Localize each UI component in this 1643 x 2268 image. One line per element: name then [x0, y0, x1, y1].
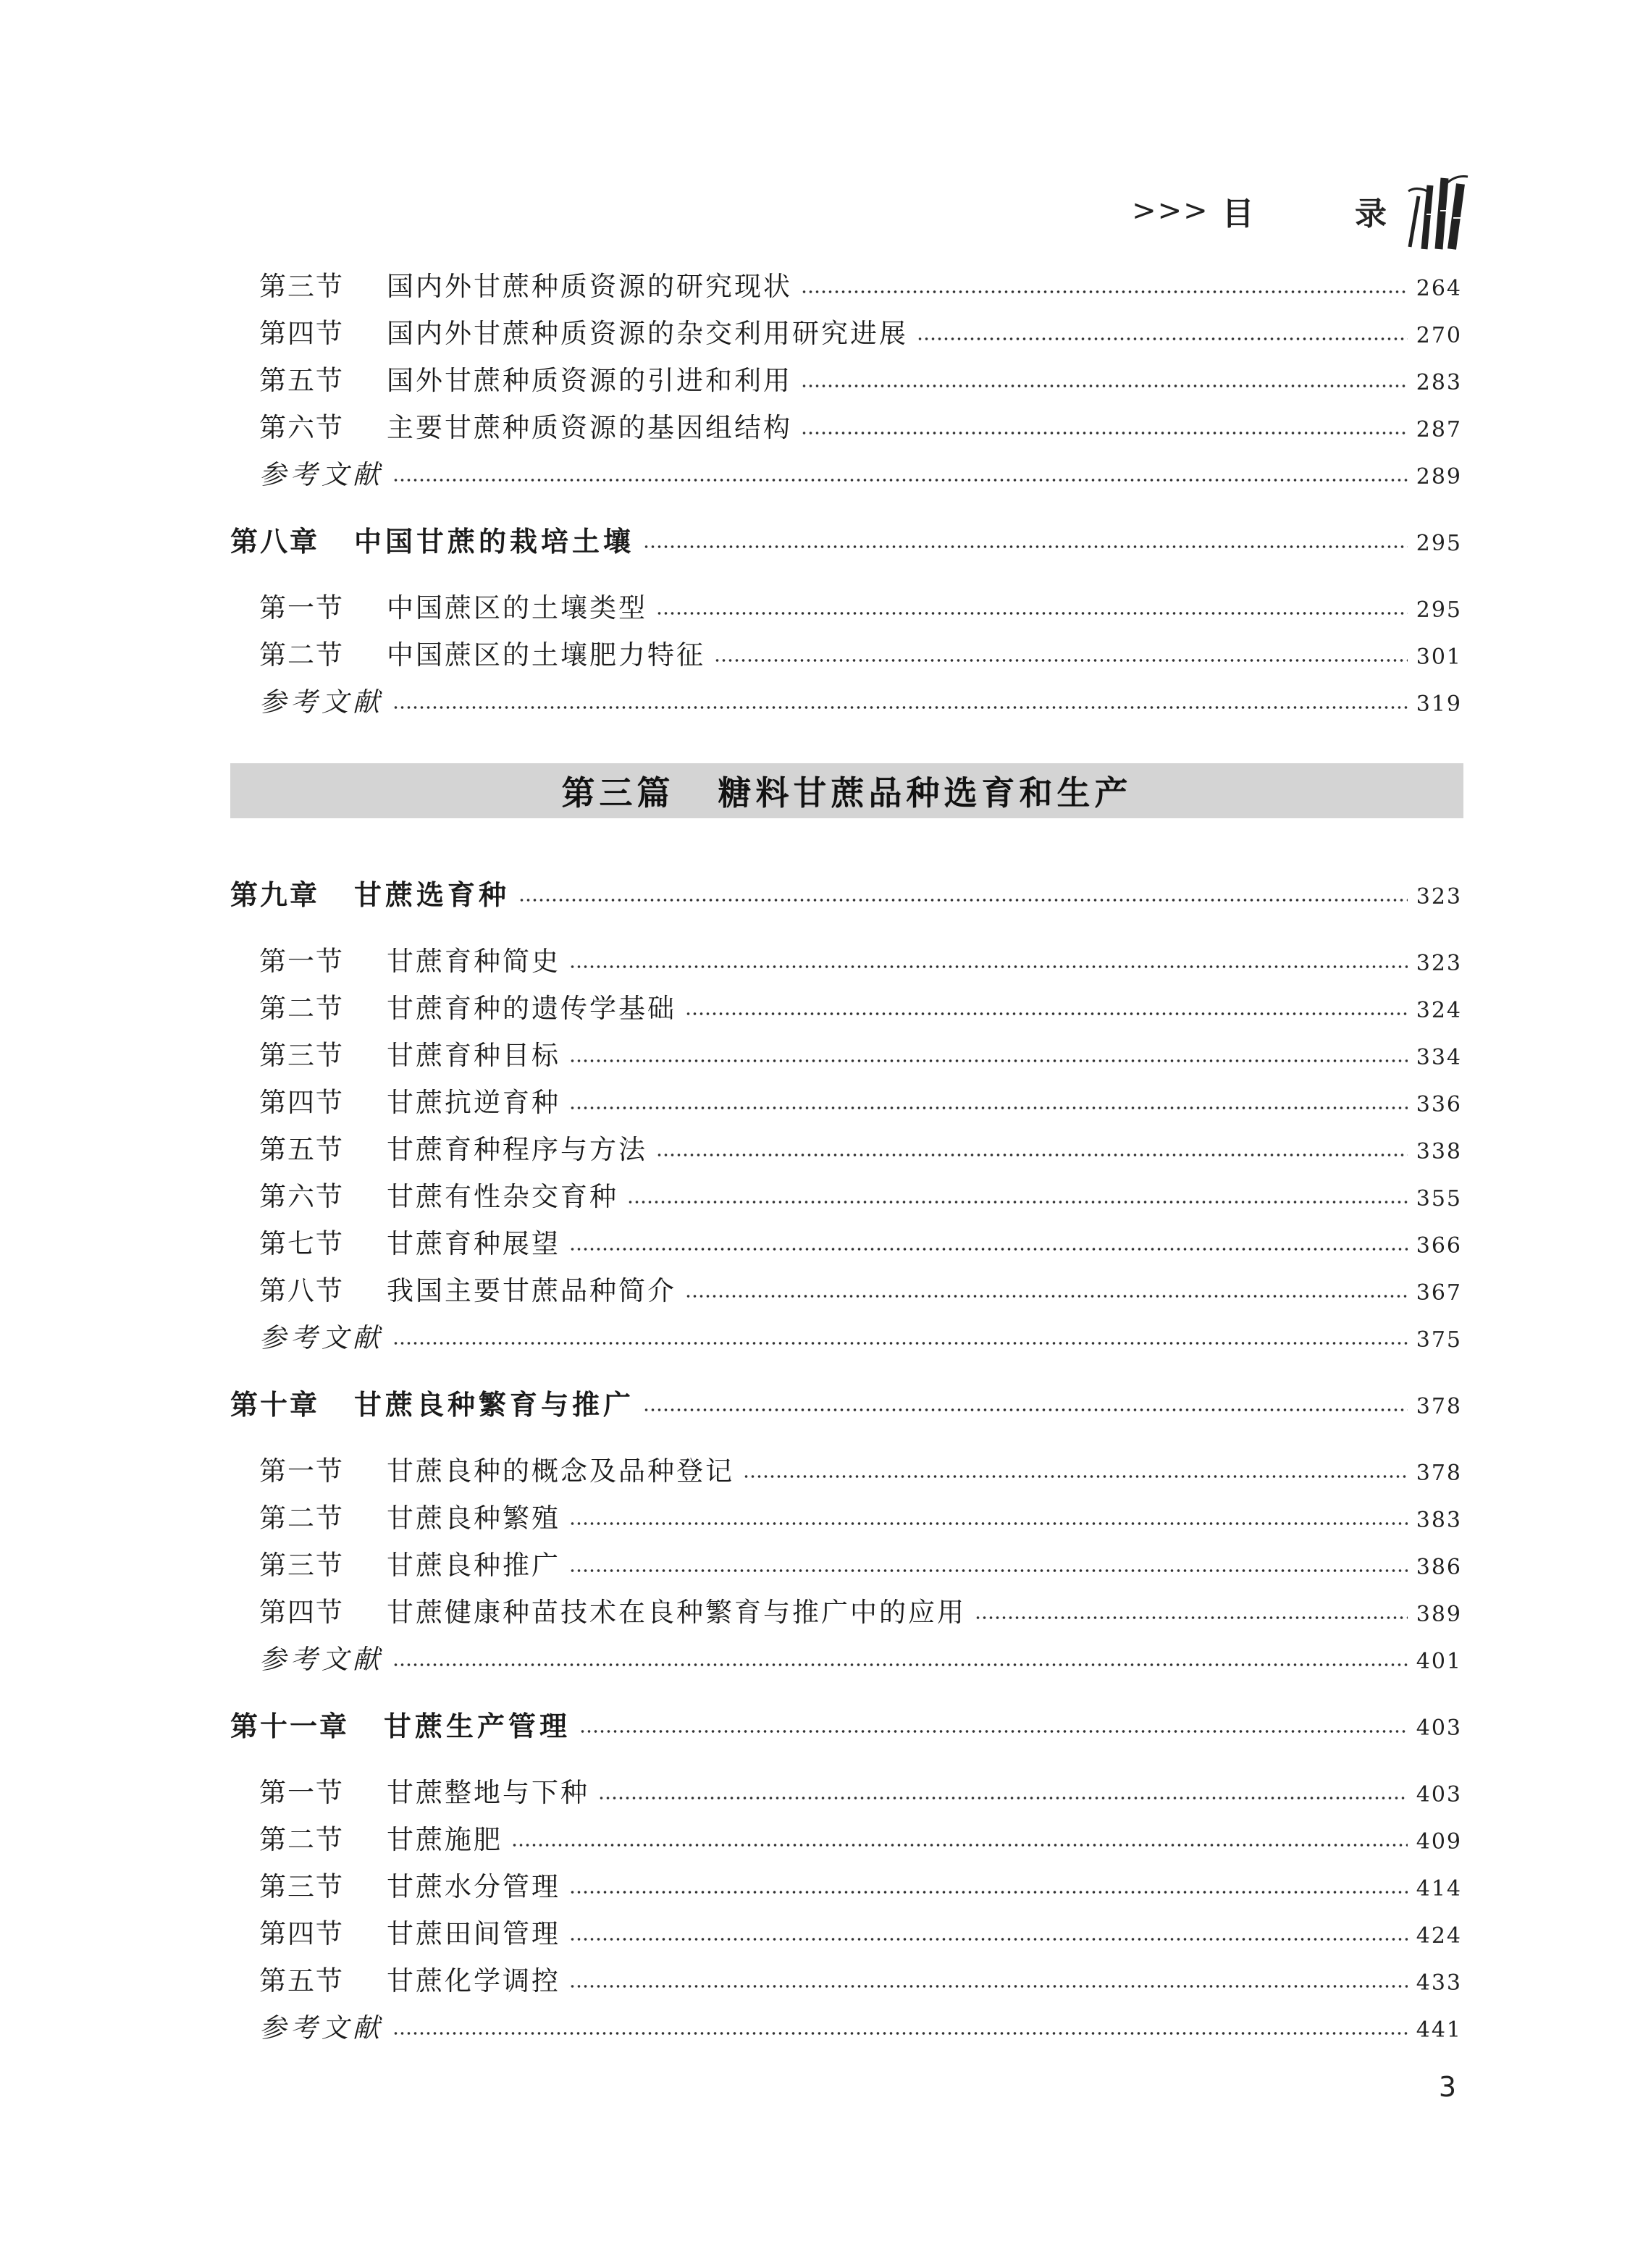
toc-page-number: 386 [1416, 1555, 1462, 1580]
toc-entry-title: 甘蔗生产管理 [384, 1710, 571, 1742]
toc-entry-title: 参考文献 [259, 686, 384, 718]
dot-leader [643, 545, 1408, 549]
toc-entry-title: 中国蔗区的土壤类型 [387, 592, 647, 623]
toc-entry-title: 甘蔗水分管理 [387, 1871, 560, 1902]
toc-section-row[interactable] [230, 582, 1462, 626]
toc-entry-number: 第二节 [259, 1824, 344, 1855]
dot-leader [569, 965, 1408, 969]
toc-page-number: 323 [1416, 884, 1462, 910]
dot-leader [685, 1294, 1408, 1298]
toc-section-row[interactable] [230, 261, 1462, 304]
dot-leader [627, 1200, 1408, 1204]
dot-leader [579, 1729, 1408, 1734]
part-number: 第三篇 [561, 773, 675, 812]
toc-section-row[interactable] [230, 1540, 1462, 1583]
dot-leader [518, 898, 1408, 902]
toc-entry-title: 国内外甘蔗种质资源的研究现状 [387, 271, 792, 302]
part-title: 糖料甘蔗品种选育和生产 [718, 773, 1133, 812]
dot-leader [569, 1890, 1408, 1894]
toc-page-number: 367 [1416, 1280, 1462, 1306]
toc-entry-number: 第一节 [259, 592, 344, 623]
toc-chapter-row[interactable] [230, 1700, 1462, 1744]
toc-entry-title: 甘蔗良种繁育与推广 [354, 1389, 635, 1421]
toc-entry-number: 第六节 [259, 412, 344, 443]
toc-entry-number: 第八章 [230, 526, 320, 558]
toc-entry-number: 第四节 [259, 1918, 344, 1949]
dot-leader [801, 384, 1408, 388]
toc-entry-number: 第三节 [259, 1871, 344, 1902]
toc-entry-number: 第九章 [230, 879, 320, 911]
toc-entry-title: 甘蔗有性杂交育种 [387, 1181, 618, 1212]
toc-entry-title: 参考文献 [259, 1322, 384, 1353]
toc-entry-label [230, 364, 792, 398]
toc-references-row[interactable] [230, 449, 1462, 492]
toc-page-number: 403 [1416, 1715, 1462, 1741]
toc-entry-label [230, 411, 792, 445]
toc-page-number: 433 [1416, 1970, 1462, 1996]
toc-entry-number: 第三节 [259, 1040, 344, 1071]
toc-entry-number: 第三节 [259, 271, 344, 302]
dot-leader [569, 1984, 1408, 1988]
dot-leader [801, 431, 1408, 435]
toc-page-number: 324 [1416, 998, 1462, 1023]
toc-entry-label [230, 1548, 560, 1583]
toc-entry-label [230, 316, 908, 351]
toc-page-number: 409 [1416, 1829, 1462, 1855]
toc-page-number: 414 [1416, 1876, 1462, 1902]
toc-page-number: 283 [1416, 370, 1462, 395]
toc-page-number: 270 [1416, 323, 1462, 348]
toc-entry-title: 参考文献 [259, 2012, 384, 2044]
toc-entry-title: 国外甘蔗种质资源的引进和利用 [387, 365, 792, 396]
toc-section-row[interactable] [230, 402, 1462, 445]
toc-entry-title: 中国甘蔗的栽培土壤 [354, 526, 635, 558]
dot-leader [511, 1843, 1408, 1847]
toc-page-number: 334 [1416, 1045, 1462, 1070]
toc-entry-label [230, 1709, 571, 1744]
toc-entry-title: 甘蔗施肥 [387, 1824, 503, 1855]
dot-leader [801, 290, 1408, 294]
toc-page-number: 366 [1416, 1233, 1462, 1259]
dot-leader [569, 1247, 1408, 1251]
dot-leader [392, 1341, 1408, 1345]
toc-section-row[interactable] [230, 629, 1462, 673]
toc-chapter-row[interactable] [230, 516, 1462, 559]
toc-section-row[interactable] [230, 1171, 1462, 1214]
toc-entry-number: 第五节 [259, 1965, 344, 1996]
running-header [1132, 171, 1475, 251]
toc-chapter-row[interactable] [230, 869, 1462, 912]
toc-entry-number: 第四节 [259, 1087, 344, 1118]
toc-page-number: 323 [1416, 951, 1462, 976]
toc-entry-label [230, 524, 634, 559]
toc-entry-title: 甘蔗育种的遗传学基础 [387, 993, 676, 1024]
toc-references-row[interactable] [230, 1634, 1462, 1677]
toc-section-row[interactable] [230, 983, 1462, 1026]
toc-page-number: 295 [1416, 531, 1462, 556]
dot-leader [714, 658, 1408, 663]
toc-entry-number: 第五节 [259, 1134, 344, 1165]
toc-references-row[interactable] [230, 676, 1462, 720]
toc-entry-number: 第二节 [259, 1503, 344, 1534]
dot-leader [656, 611, 1408, 616]
toc-references-row[interactable] [230, 1312, 1462, 1356]
toc-entry-title: 主要甘蔗种质资源的基因组结构 [387, 412, 792, 443]
toc-entry-number: 第二节 [259, 993, 344, 1024]
toc-section-row[interactable] [230, 1445, 1462, 1489]
toc-page-number: 375 [1416, 1327, 1462, 1353]
toc-entry-number: 第一节 [259, 946, 344, 977]
toc-entry-title: 甘蔗整地与下种 [387, 1777, 589, 1808]
toc-entry-label [230, 991, 676, 1026]
toc-entry-title: 甘蔗健康种苗技术在良种繁育与推广中的应用 [387, 1597, 966, 1628]
toc-section-row[interactable] [230, 1030, 1462, 1073]
toc-entry-label [230, 1321, 384, 1356]
toc-section-row[interactable] [230, 1492, 1462, 1536]
dot-leader [392, 2031, 1408, 2036]
toc-page-number: 301 [1416, 644, 1462, 670]
dot-leader [392, 705, 1408, 710]
toc-entry-label [230, 1454, 734, 1489]
toc-entry-title: 参考文献 [259, 1644, 384, 1675]
dot-leader [569, 1568, 1408, 1573]
toc-entry-title: 甘蔗育种程序与方法 [387, 1134, 647, 1165]
toc-entry-label [230, 458, 384, 492]
dot-leader [643, 1408, 1408, 1412]
dot-leader [392, 1663, 1408, 1667]
toc-entry-number: 第五节 [259, 365, 344, 396]
toc-entry-title: 甘蔗化学调控 [387, 1965, 560, 1996]
dot-leader [975, 1616, 1408, 1620]
toc-entry-label [230, 878, 510, 912]
dot-leader [569, 1937, 1408, 1941]
toc-entry-number: 第二节 [259, 639, 344, 671]
toc-entry-title: 甘蔗育种目标 [387, 1040, 560, 1071]
toc-references-row[interactable] [230, 2002, 1462, 2046]
dot-leader [569, 1106, 1408, 1110]
toc-entry-title: 甘蔗良种的概念及品种登记 [387, 1456, 734, 1487]
toc-section-row[interactable] [230, 1861, 1462, 1904]
toc-page-number: 378 [1416, 1461, 1462, 1486]
toc-entry-number: 第三节 [259, 1550, 344, 1581]
toc-entry-title: 甘蔗良种繁殖 [387, 1503, 560, 1534]
toc-entry-title: 甘蔗育种简史 [387, 946, 560, 977]
toc-section-row[interactable] [230, 1265, 1462, 1309]
toc-page-number: 424 [1416, 1923, 1462, 1949]
toc-entry-title: 甘蔗育种展望 [387, 1228, 560, 1259]
dot-leader [743, 1474, 1408, 1479]
toc-entry-number: 第七节 [259, 1228, 344, 1259]
toc-entry-title: 甘蔗选育种 [354, 879, 510, 911]
toc-entry-number: 第十一章 [230, 1710, 350, 1742]
toc-entry-label [230, 1964, 560, 1999]
toc-entry-label [230, 1274, 676, 1309]
toc-entry-label [230, 1133, 647, 1167]
dot-leader [917, 337, 1408, 341]
toc-entry-label [230, 269, 792, 304]
toc-entry-title: 我国主要甘蔗品种简介 [387, 1275, 676, 1306]
toc-entry-label [230, 2011, 384, 2046]
toc-section-row[interactable] [230, 1908, 1462, 1952]
toc-page-number: 441 [1416, 2017, 1462, 2043]
header-arrows: >>> [1132, 194, 1209, 227]
toc-section-row[interactable] [230, 1767, 1462, 1810]
toc-entry-label [230, 638, 705, 673]
toc-entry-label [230, 1776, 589, 1810]
part-banner [230, 763, 1463, 818]
toc-entry-number: 第十章 [230, 1389, 320, 1421]
toc-entry-label [230, 1501, 560, 1536]
dot-leader [598, 1796, 1408, 1800]
toc-entry-title: 甘蔗良种推广 [387, 1550, 560, 1581]
toc-entry-number: 第四节 [259, 1597, 344, 1628]
toc-page-number: 338 [1416, 1139, 1462, 1164]
toc-entry-title: 参考文献 [259, 459, 384, 490]
toc-entry-label [230, 591, 647, 626]
toc-page-number: 383 [1416, 1508, 1462, 1533]
toc-chapter-row[interactable] [230, 1379, 1462, 1422]
toc-entry-label [230, 1870, 560, 1904]
toc-entry-label [230, 1823, 503, 1857]
toc-entry-title: 甘蔗抗逆育种 [387, 1087, 560, 1118]
toc-section-row[interactable] [230, 936, 1462, 979]
toc-entry-label [230, 1085, 560, 1120]
sugarcane-stalks-icon [1403, 171, 1475, 251]
toc-entry-label [230, 685, 384, 720]
toc-entry-number: 第八节 [259, 1275, 344, 1306]
toc-page-number: 287 [1416, 417, 1462, 442]
toc-section-row[interactable] [230, 355, 1462, 398]
toc-section-row[interactable] [230, 1077, 1462, 1120]
toc-section-row[interactable] [230, 1814, 1462, 1857]
toc-page-number: 401 [1416, 1649, 1462, 1674]
toc-section-row[interactable] [230, 1218, 1462, 1261]
toc-page-number: 403 [1416, 1782, 1462, 1807]
toc-entry-label [230, 1387, 634, 1422]
toc-page-number: 378 [1416, 1394, 1462, 1419]
toc-entry-label [230, 944, 560, 979]
toc-entry-title: 甘蔗田间管理 [387, 1918, 560, 1949]
toc-page-number: 295 [1416, 597, 1462, 623]
toc-entry-label [230, 1642, 384, 1677]
dot-leader [656, 1153, 1408, 1157]
toc-page-number: 336 [1416, 1092, 1462, 1117]
toc-entry-label [230, 1595, 966, 1630]
toc-section-row[interactable] [230, 308, 1462, 351]
toc-entry-number: 第四节 [259, 318, 344, 349]
dot-leader [569, 1059, 1408, 1063]
dot-leader [569, 1521, 1408, 1526]
toc-section-row[interactable] [230, 1124, 1462, 1167]
toc-page-number: 355 [1416, 1186, 1462, 1211]
dot-leader [685, 1012, 1408, 1016]
toc-section-row[interactable] [230, 1955, 1462, 1999]
toc-page-number: 264 [1416, 276, 1462, 301]
toc-entry-label [230, 1038, 560, 1073]
toc-page-number: 389 [1416, 1602, 1462, 1627]
dot-leader [392, 478, 1408, 482]
toc-entry-label [230, 1227, 560, 1261]
header-title: 目 录 [1222, 196, 1432, 232]
toc-entry-number: 第六节 [259, 1181, 344, 1212]
toc-page-number: 289 [1416, 464, 1462, 490]
toc-section-row[interactable] [230, 1587, 1462, 1630]
toc-entry-number: 第一节 [259, 1456, 344, 1487]
toc-entry-number: 第一节 [259, 1777, 344, 1808]
toc-page-number: 319 [1416, 692, 1462, 717]
toc-entry-label [230, 1180, 618, 1214]
toc-entry-title: 国内外甘蔗种质资源的杂交利用研究进展 [387, 318, 908, 349]
page-number: 3 [1438, 2071, 1456, 2103]
toc-entry-title: 中国蔗区的土壤肥力特征 [387, 639, 705, 671]
toc-entry-label [230, 1917, 560, 1952]
